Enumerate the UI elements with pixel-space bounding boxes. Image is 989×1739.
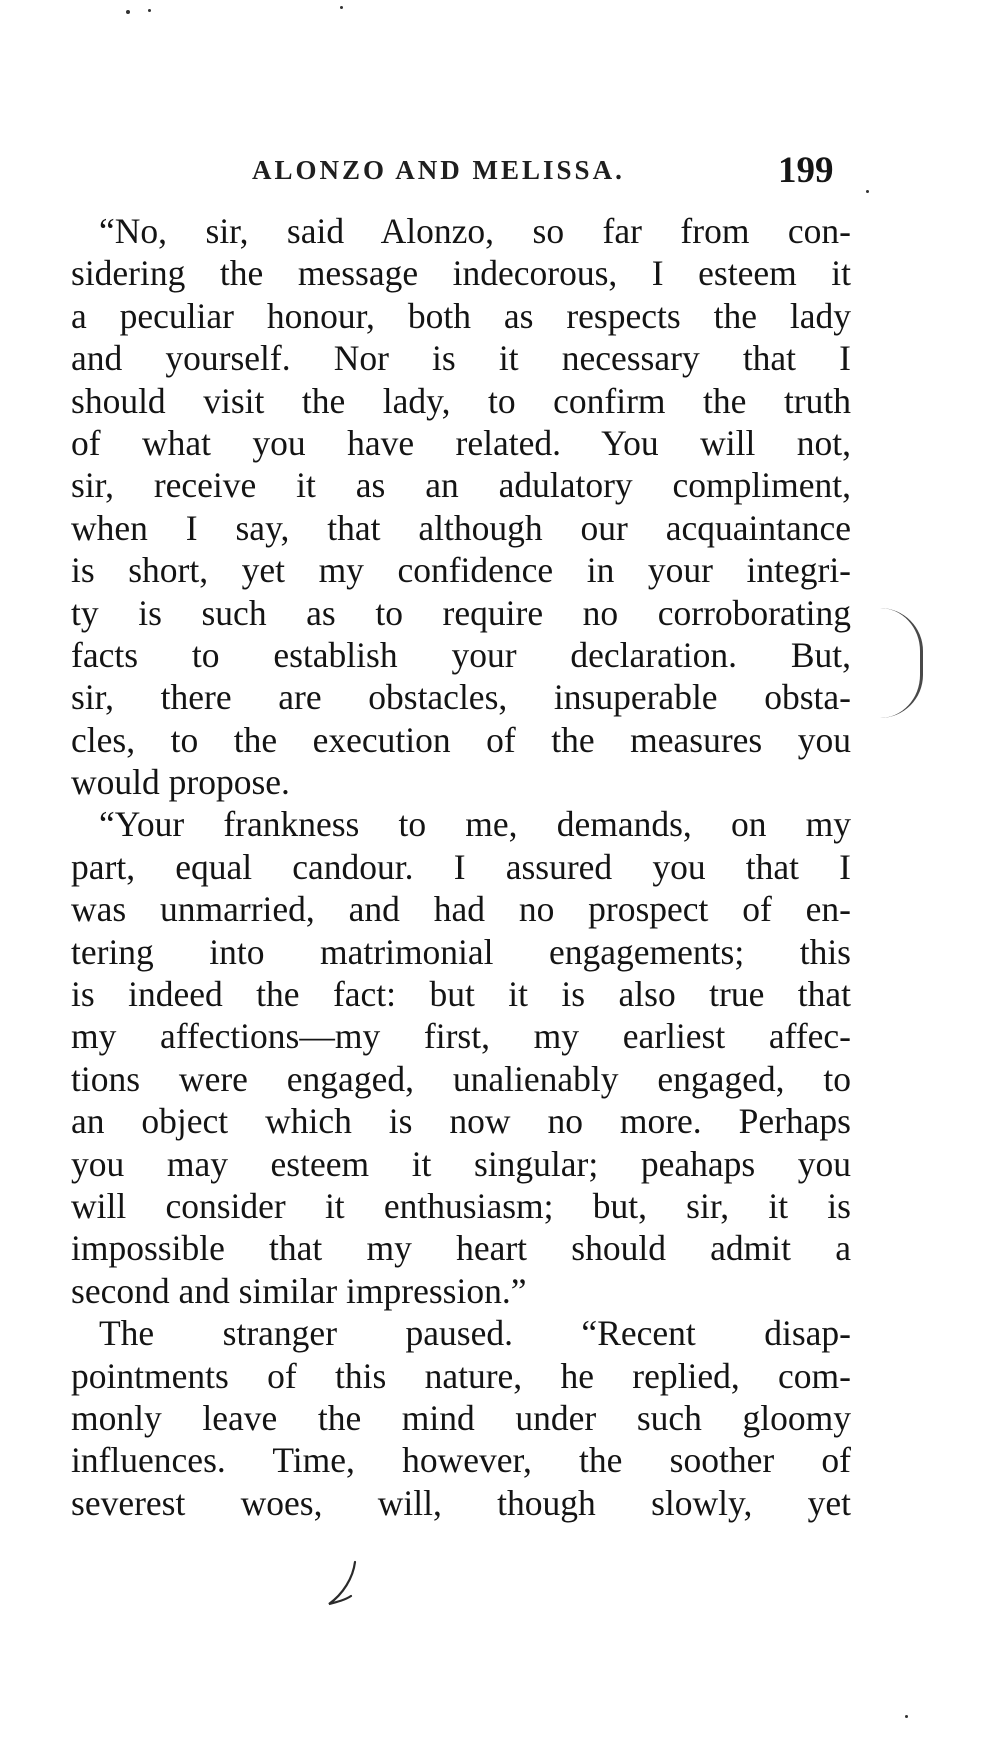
text-line: sir, there are obstacles, insuperable obsta- bbox=[71, 677, 851, 718]
text-line: my affections—my first, my earliest affec- bbox=[71, 1016, 851, 1057]
ink-stroke-mark bbox=[325, 1560, 370, 1610]
text-line: severest woes, will, though slowly, yet bbox=[71, 1482, 851, 1523]
text-line: ty is such as to require no corroborating bbox=[71, 592, 851, 633]
text-line: when I say, that although our acquaintance bbox=[71, 507, 851, 548]
text-line: part, equal candour. I assured you that I bbox=[71, 846, 851, 887]
dust-speck bbox=[340, 6, 343, 9]
text-line: “Your frankness to me, demands, on my bbox=[99, 804, 851, 845]
text-line: is short, yet my confidence in your integri- bbox=[71, 550, 851, 591]
text-line: of what you have related. You will not, bbox=[71, 422, 851, 463]
text-line: an object which is now no more. Perhaps bbox=[71, 1101, 851, 1142]
margin-bracket-mark bbox=[880, 608, 923, 718]
text-line: The stranger paused. “Recent disap- bbox=[99, 1313, 851, 1354]
dust-speck bbox=[905, 1715, 908, 1718]
page-number: 199 bbox=[778, 149, 834, 191]
text-line: influences. Time, however, the soother of bbox=[71, 1440, 851, 1481]
page-header bbox=[252, 150, 852, 190]
text-line: pointments of this nature, he replied, com- bbox=[71, 1355, 851, 1396]
dust-speck bbox=[148, 9, 151, 12]
text-line: a peculiar honour, both as respects the lady bbox=[71, 295, 851, 336]
text-line: sir, receive it as an adulatory compliment, bbox=[71, 465, 851, 506]
text-line: facts to establish your declaration. But, bbox=[71, 634, 851, 675]
dust-speck bbox=[866, 190, 869, 193]
text-line: and yourself. Nor is it necessary that I bbox=[71, 338, 851, 379]
text-line: will consider it enthusiasm; but, sir, it is bbox=[71, 1185, 851, 1226]
text-line: sidering the message indecorous, I esteem it bbox=[71, 253, 851, 294]
text-line: would propose. bbox=[71, 762, 290, 803]
dust-speck bbox=[126, 10, 130, 14]
text-line: should visit the lady, to confirm the truth bbox=[71, 380, 851, 421]
text-line: you may esteem it singular; peahaps you bbox=[71, 1143, 851, 1184]
text-line: cles, to the execution of the measures you bbox=[71, 719, 851, 760]
text-line: tering into matrimonial engagements; this bbox=[71, 931, 851, 972]
body-text bbox=[71, 210, 851, 1524]
text-line: second and similar impression.” bbox=[71, 1270, 527, 1311]
text-line: tions were engaged, unalienably engaged, to bbox=[71, 1058, 851, 1099]
text-line: “No, sir, said Alonzo, so far from con- bbox=[99, 211, 851, 251]
running-title: ALONZO AND MELISSA. bbox=[252, 154, 625, 185]
text-line: is indeed the fact: but it is also true that bbox=[71, 974, 851, 1015]
text-line: monly leave the mind under such gloomy bbox=[71, 1397, 851, 1438]
text-line: was unmarried, and had no prospect of en- bbox=[71, 889, 851, 930]
text-line: impossible that my heart should admit a bbox=[71, 1228, 851, 1269]
